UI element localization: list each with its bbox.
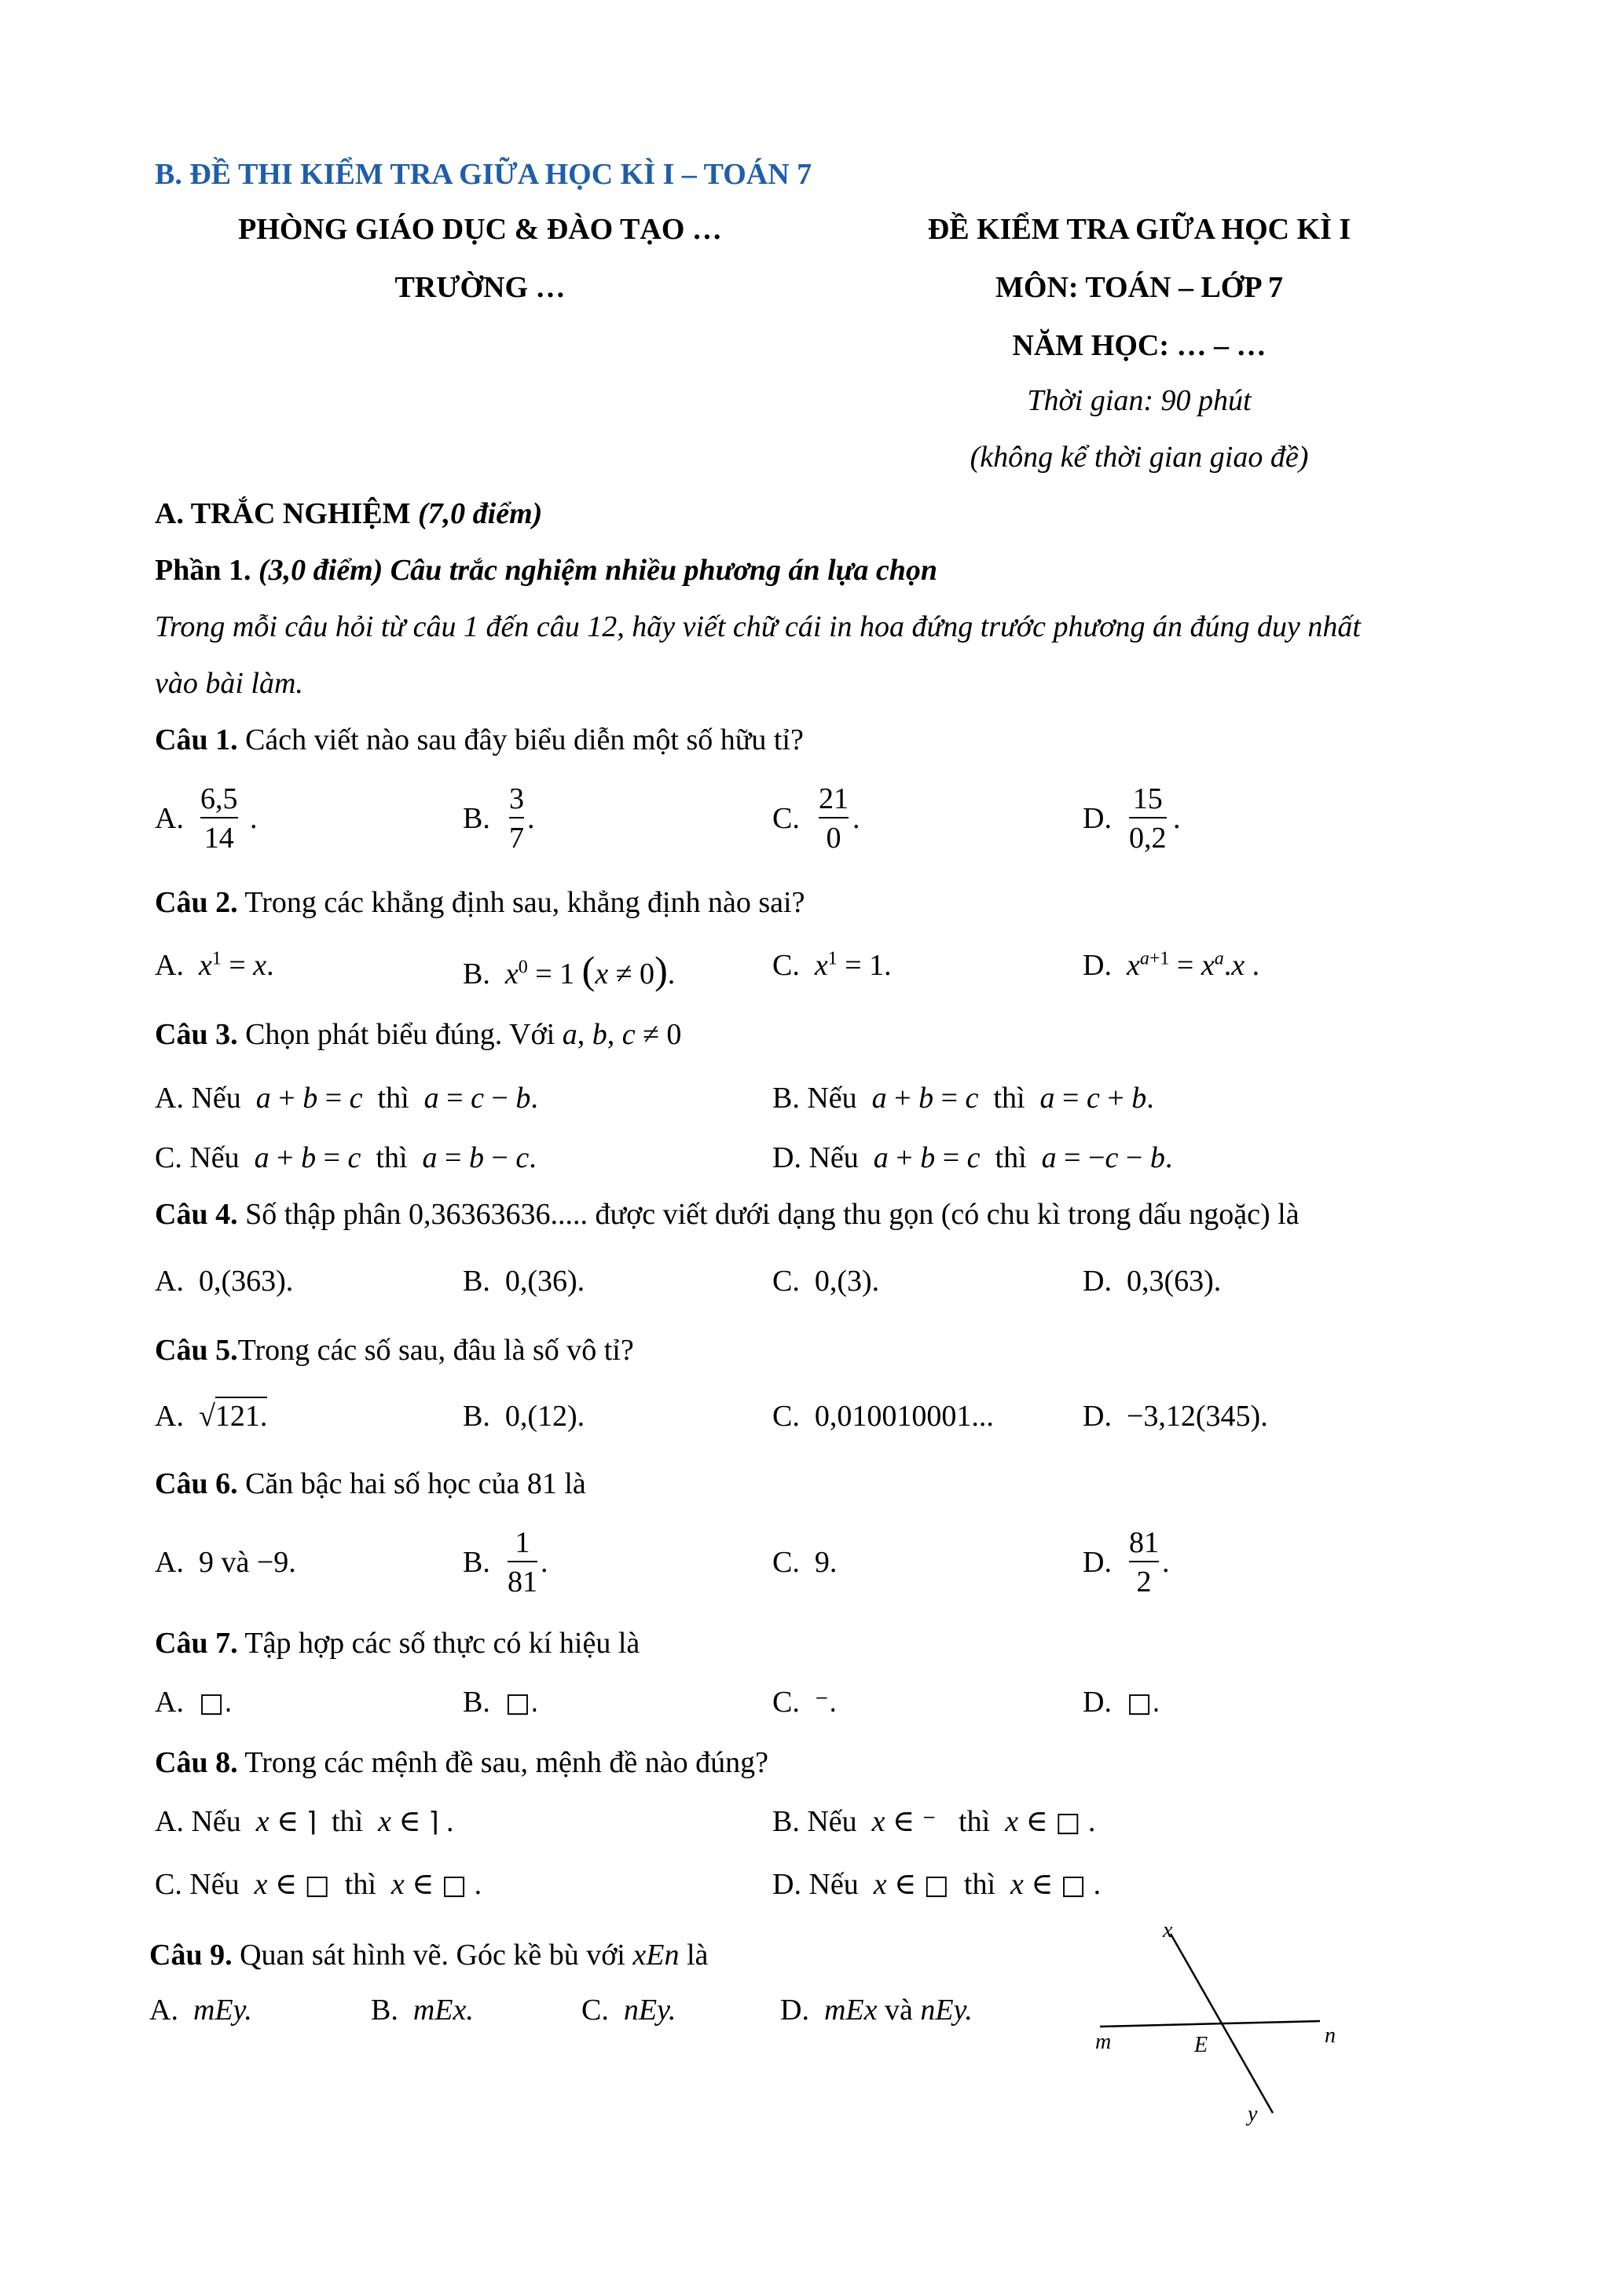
question-1: Câu 1. Cách viết nào sau đây biểu diễn một số hữu tỉ? [155,723,804,756]
q2-option-a: A. $x^1 = x$. [155,948,274,982]
q1-option-c-letter: C. [772,802,800,835]
question-2: Câu 2. Trong các khẳng định sau, khẳng định nào sai? [155,886,805,919]
q9-option-a: A. mEy. [149,1994,252,2027]
q1-option-b-fraction: 3 7 [509,782,524,855]
q6-option-b-letter: B. [463,1546,490,1579]
q5-option-d: D. −3,12(345). [1083,1400,1268,1433]
label-E: E [1194,2033,1208,2057]
q9-option-b: B. mEx. [371,1994,474,2027]
school-name: TRƯỜNG … [394,271,566,304]
q1-option-d-fraction: 15 0,2 [1129,782,1167,855]
q8-option-c: C. Nếu x ∈ □ thì x ∈ □ . [155,1868,482,1901]
label-y: y [1248,2102,1258,2126]
instruction-line2: vào bài làm. [155,667,303,700]
part-a-heading [155,499,542,529]
exam-time: Thời gian: 90 phút [1027,384,1252,417]
label-x: x [1163,1918,1173,1943]
question-4: Câu 4. Số thập phân 0,36363636..... được viết dưới dạng thu gọn (có chu kì trong dấu ngoặc) là [155,1198,1300,1231]
q9-option-c: C. nEy. [581,1994,676,2027]
q1-option-a-letter: A. [155,802,184,835]
q7-option-a: A. □. [155,1686,233,1719]
label-m: m [1095,2030,1112,2054]
q1-option-b-letter: B. [463,802,490,835]
q5-option-a: A. √121. [155,1401,267,1431]
q2-option-b: B. $x^0 = 1$ (x ≠ 0). [463,948,676,992]
q2-option-c: C. $x^1 = 1$. [772,948,892,982]
part-a-label: A. TRẮC NGHIỆM [155,497,418,530]
q6-option-a: A. 9 và −9. [155,1546,296,1579]
question-9: Câu 9. Quan sát hình vẽ. Góc kề bù với xEn là [149,1939,709,1972]
question-5: Câu 5.Trong các số sau, đâu là số vô tỉ? [155,1334,634,1367]
q4-option-c: C. 0,(3). [772,1265,880,1298]
q8-option-a: A. Nếu x ∈ ⌉ thì x ∈ ⌉ . [155,1805,454,1838]
q4-option-a: A. 0,(363). [155,1265,294,1298]
q1-option-a-fraction: 6,5 14 [200,782,238,855]
department-name: PHÒNG GIÁO DỤC & ĐÀO TẠO … [238,213,722,246]
q4-option-d: D. 0,3(63). [1083,1265,1222,1298]
q2-option-d: D. $x^{a+1} = x^a.x$ . [1083,948,1260,982]
line-mn [1100,2021,1320,2027]
q1-option-c-fraction: 21 0 [819,782,849,855]
q7-option-b: B. □. [463,1686,539,1719]
exam-subject: MÔN: TOÁN – LỚP 7 [995,271,1283,304]
q7-option-d: D. □. [1083,1686,1160,1719]
q6-option-d-letter: D. [1083,1546,1112,1579]
q3-option-d: D. Nếu a + b = c thì a = −c − b. [772,1141,1173,1174]
q6-option-b-fraction: 1 81 [508,1526,537,1598]
part-a-points: (7,0 điểm) [418,497,543,530]
exam-title: ĐỀ KIỂM TRA GIỮA HỌC KÌ I [927,213,1351,246]
question-7: Câu 7. Tập hợp các số thực có kí hiệu là [155,1627,640,1660]
q8-option-b: B. Nếu x ∈ ⁻ thì x ∈ □ . [772,1805,1096,1838]
q4-option-b: B. 0,(36). [463,1265,585,1298]
q8-option-d: D. Nếu x ∈ □ thì x ∈ □ . [772,1868,1102,1901]
q7-option-c: C. ⁻. [772,1686,838,1719]
q6-option-d-fraction: 81 2 [1129,1526,1159,1598]
question-3: Câu 3. Chọn phát biểu đúng. Với a, b, c ≠ 0 [155,1018,682,1051]
phan1-label: Phần 1. [155,554,258,587]
section-title: B. ĐỀ THI KIỂM TRA GIỮA HỌC KÌ I – TOÁN 7 [155,158,812,191]
q3-option-b: B. Nếu a + b = c thì a = c + b. [772,1082,1154,1115]
q9-option-d: D. mEx và nEy. [780,1994,973,2027]
angle-figure [1084,1917,1367,2129]
exam-page: B. ĐỀ THI KIỂM TRA GIỮA HỌC KÌ I – TOÁN 7 PHÒNG GIÁO DỤC & ĐÀO TẠO … TRƯỜNG … ĐỀ KIỂM TRA GIỮA HỌC KÌ I MÔN: TOÁN – LỚP 7 NĂM HỌC: … – … Thời gian: 90 phút (không kể thời gian giao đề) A. TRẮC NGHIỆM (7,0 điểm) Phần 1. (3,0 điểm) Câu trắc nghiệm nhiều phương án lựa chọn Trong mỗi câu hỏi từ câu 1 đến câu 12, hãy viết chữ cái in hoa đứng trước phương án đúng duy nhất vào bài làm. Câu 1. Cách viết nào sau đây biểu diễn một số hữu tỉ? A. 6,5 14 . B. 3 7 . C. 21 0 . D. 15 0,2 . Câu 2. Trong các khẳng định sau, khẳng định nào sai? A. $x^1 = x$. B. $x^0 = 1$ (x ≠ 0). C. $x^1 = 1$. D. $x^{a+1} = x^a.x$ . Câu 3. Chọn phát biểu đúng. Với a, b, c ≠ 0 A. Nếu a + b = c thì a = c − b. B. Nếu a + b = c thì a = c + b. C. Nếu a + b = c thì a = b − c. D. Nếu a + b = c thì a = −c − b. Câu 4. Số thập phân 0,36363636..... được viết dưới dạng thu gọn (có chu kì trong dấu ngoặc) là A. 0,(363). B. 0,(36). C. 0,(3). D. 0,3(63). Câu 5.Trong các số sau, đâu là số vô tỉ? A. √121. B. 0,(12). C. 0,010010001... D. −3,12(345). Câu 6. Căn bậc hai số học của 81 là A. 9 và −9. B. 1 81 . C. 9. D. 81 2 . Câu 7. Tập hợp các số thực có kí hiệu là A. □. B. □. C. ⁻. D. □. Câu 8. Trong các mệnh đề sau, mệnh đề nào đúng? A. Nếu x ∈ ⌉ thì x ∈ ⌉ . B. Nếu x ∈ ⁻ thì x ∈ □ . C. Nếu x ∈ □ thì x ∈ □ . D. Nếu x ∈ □ thì x ∈ □ . Câu 9. Quan sát hình vẽ. Góc kề bù với xEn là A. mEy. B. mEx. C. nEy. D. mEx và nEy. x y m n E [0,0,1624,2296]
q1-option-d-letter: D. [1083,802,1112,835]
phan1-desc: (3,0 điểm) Câu trắc nghiệm nhiều phương án lựa chọn [258,554,938,587]
q5-option-c: C. 0,010010001... [772,1400,994,1433]
school-year: NĂM HỌC: … – … [1012,329,1267,362]
q5-option-b: B. 0,(12). [463,1400,585,1433]
q6-option-c: C. 9. [772,1546,838,1579]
instruction-line1: Trong mỗi câu hỏi từ câu 1 đến câu 12, hãy viết chữ cái in hoa đứng trước phương án đúng duy nhất [155,610,1361,643]
q3-option-a: A. Nếu a + b = c thì a = c − b. [155,1082,538,1115]
q3-option-c: C. Nếu a + b = c thì a = b − c. [155,1141,537,1174]
question-8: Câu 8. Trong các mệnh đề sau, mệnh đề nào đúng? [155,1746,768,1779]
question-6: Câu 6. Căn bậc hai số học của 81 là [155,1467,586,1500]
phan1-heading [155,555,937,585]
label-n: n [1325,2023,1336,2048]
exam-time-note: (không kể thời gian giao đề) [970,441,1309,474]
